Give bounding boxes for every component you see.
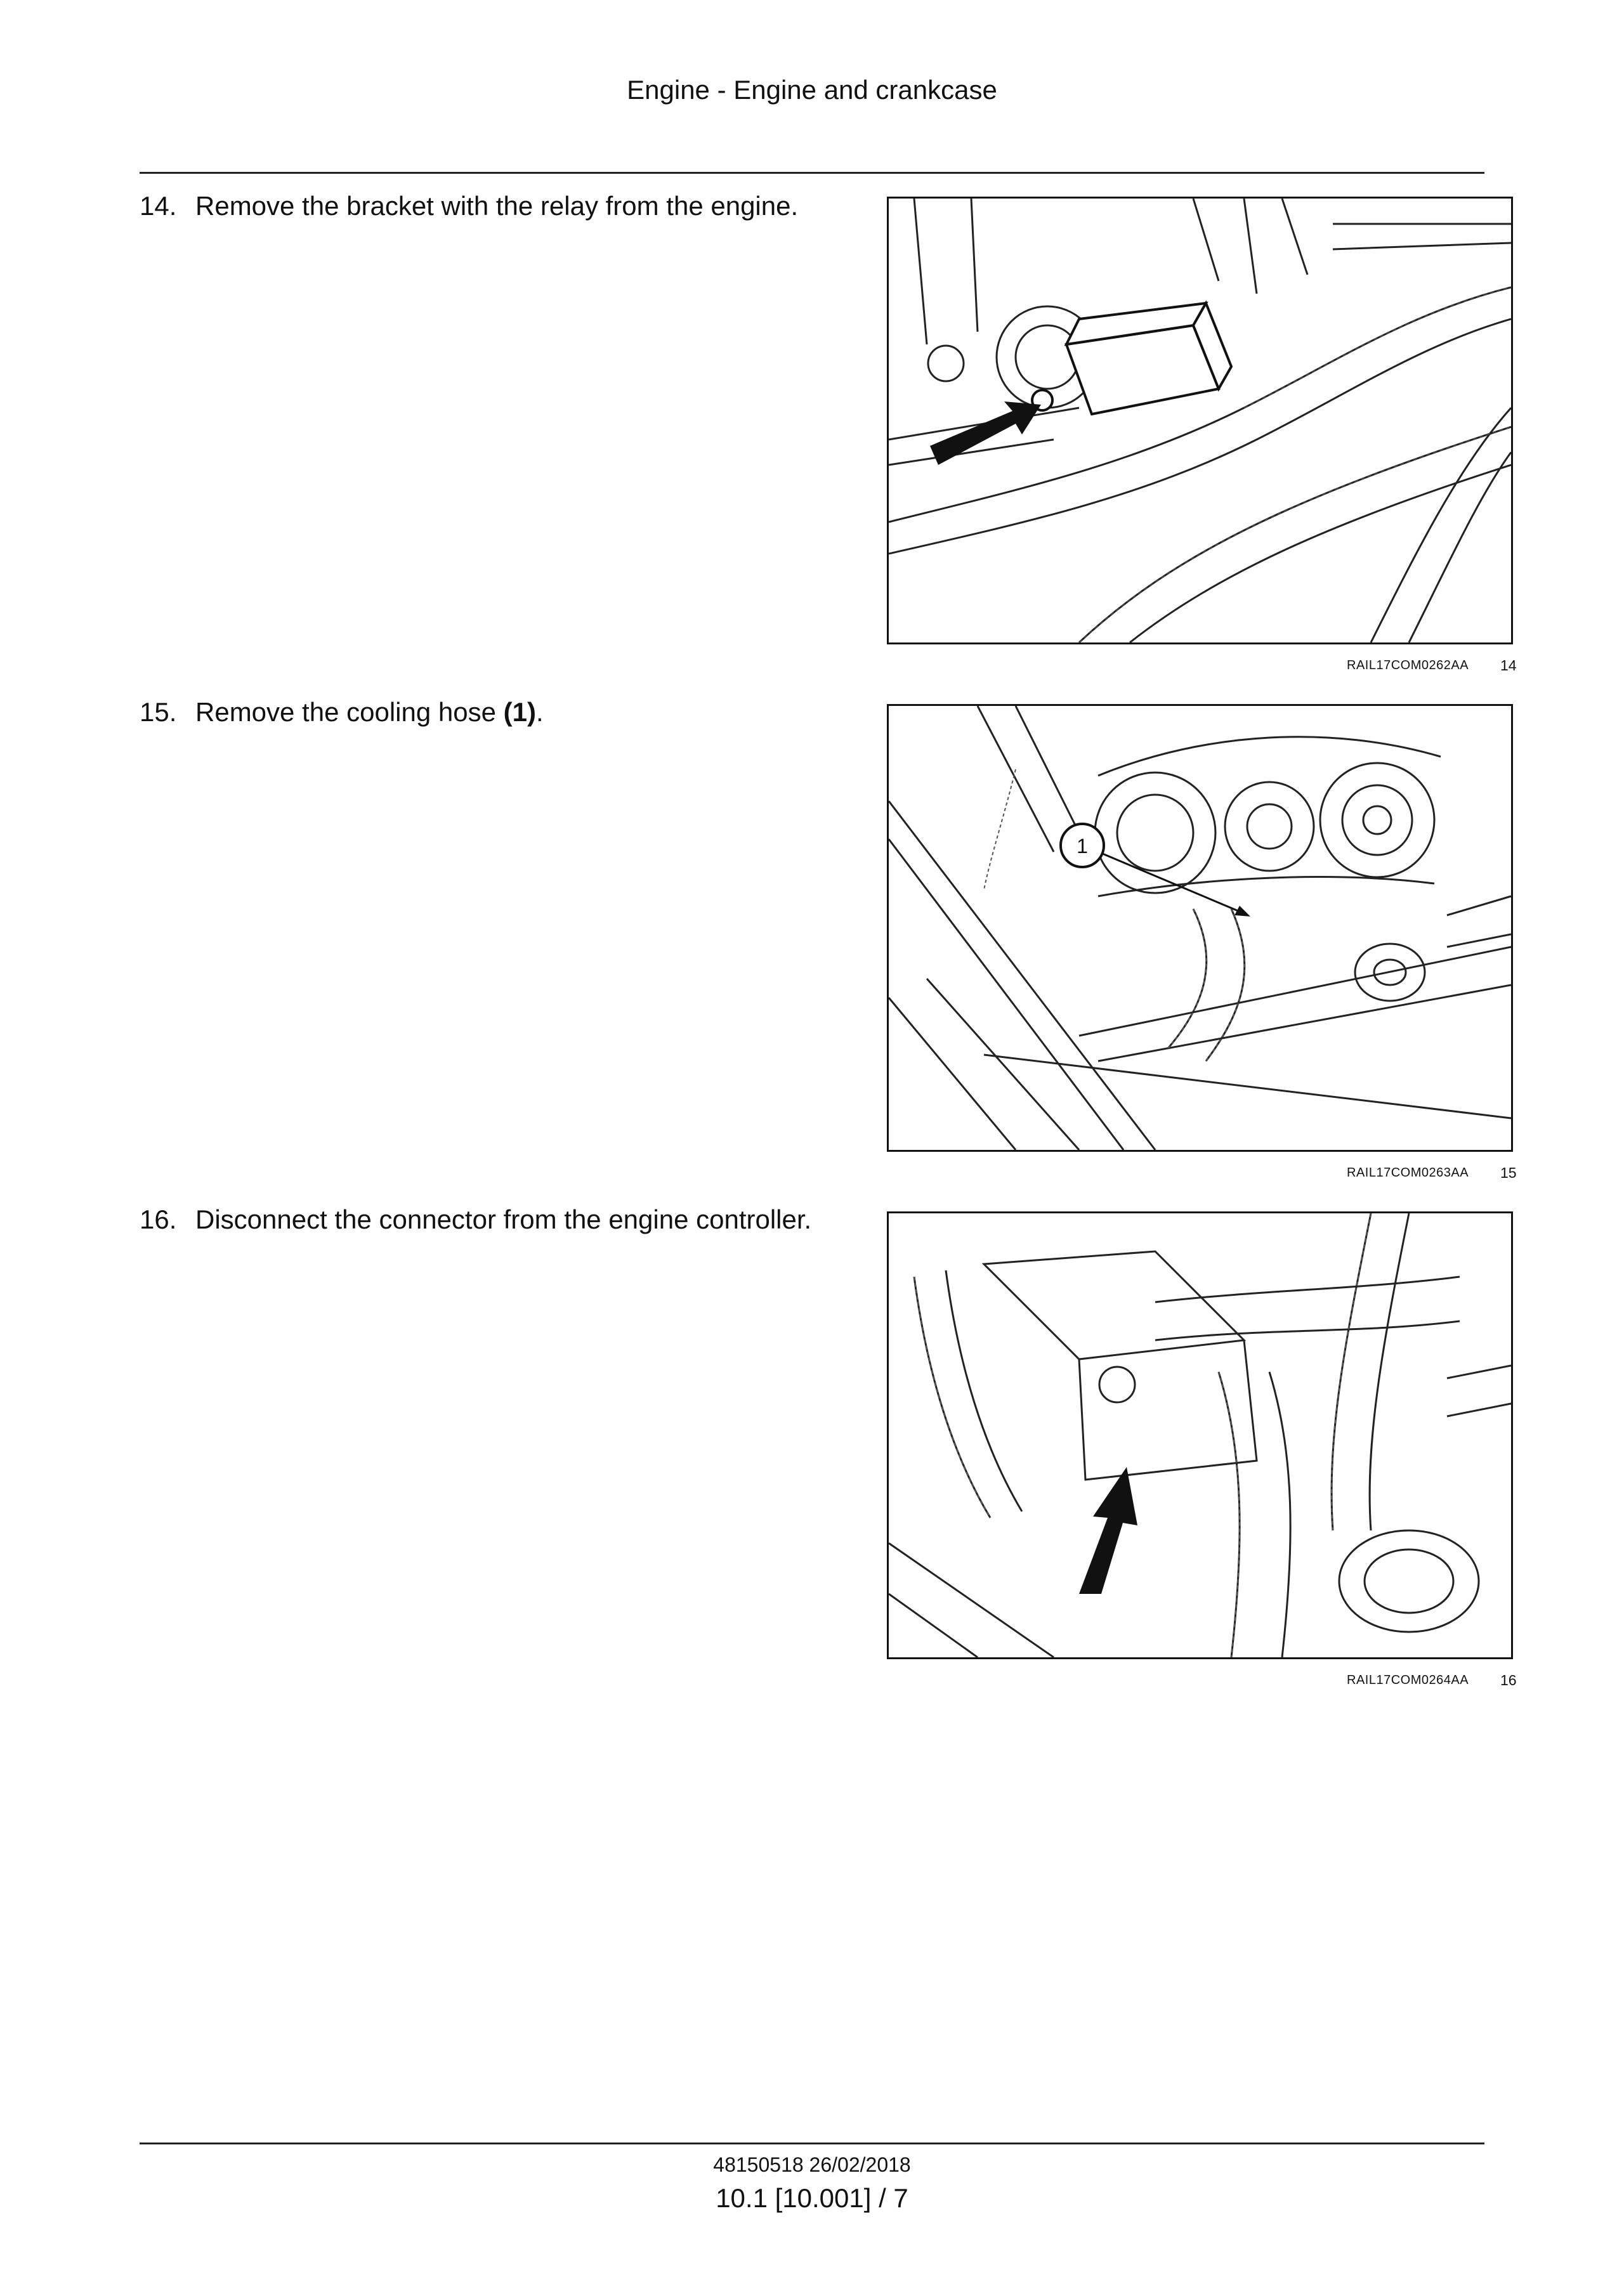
figure-id: RAIL17COM0262AA <box>1347 658 1469 672</box>
step-number: 15. <box>140 697 177 727</box>
figure-15-cooling-hose <box>887 704 1513 1152</box>
step-text: Remove the cooling hose <box>195 697 504 727</box>
step-text-end: . <box>535 697 544 727</box>
step-14-instruction <box>140 190 798 222</box>
step-number: 14. <box>140 191 177 221</box>
figure-16-engine-controller <box>887 1211 1513 1659</box>
header-divider <box>140 172 1484 174</box>
pointer-arrow <box>1079 1467 1137 1594</box>
figure-number: 15 <box>1500 1164 1517 1181</box>
step-text: Remove the bracket with the relay from the engine. <box>195 191 799 221</box>
figure-15-illustration <box>889 706 1511 1150</box>
figure-id: RAIL17COM0263AA <box>1347 1166 1469 1180</box>
step-16-instruction <box>140 1204 811 1236</box>
figure-14-relay-bracket <box>887 197 1513 644</box>
step-text: Disconnect the connector from the engine controller. <box>195 1204 812 1234</box>
footer-divider <box>140 2143 1484 2144</box>
step-number: 16. <box>140 1204 177 1234</box>
figure-number: 14 <box>1500 657 1517 674</box>
figure-16-illustration <box>889 1213 1511 1657</box>
figure-id: RAIL17COM0264AA <box>1347 1673 1469 1687</box>
pointer-arrow <box>930 401 1041 465</box>
callout-reference: (1) <box>503 697 536 727</box>
document-code-date: 48150518 26/02/2018 <box>713 2153 911 2176</box>
step-15-instruction <box>140 696 544 728</box>
figure-number: 16 <box>1500 1672 1517 1688</box>
page-reference: 10.1 [10.001] / 7 <box>716 2183 908 2213</box>
figure-14-illustration <box>889 199 1511 642</box>
page-header-title: Engine - Engine and crankcase <box>627 75 997 105</box>
callout-label: 1 <box>1077 835 1088 858</box>
